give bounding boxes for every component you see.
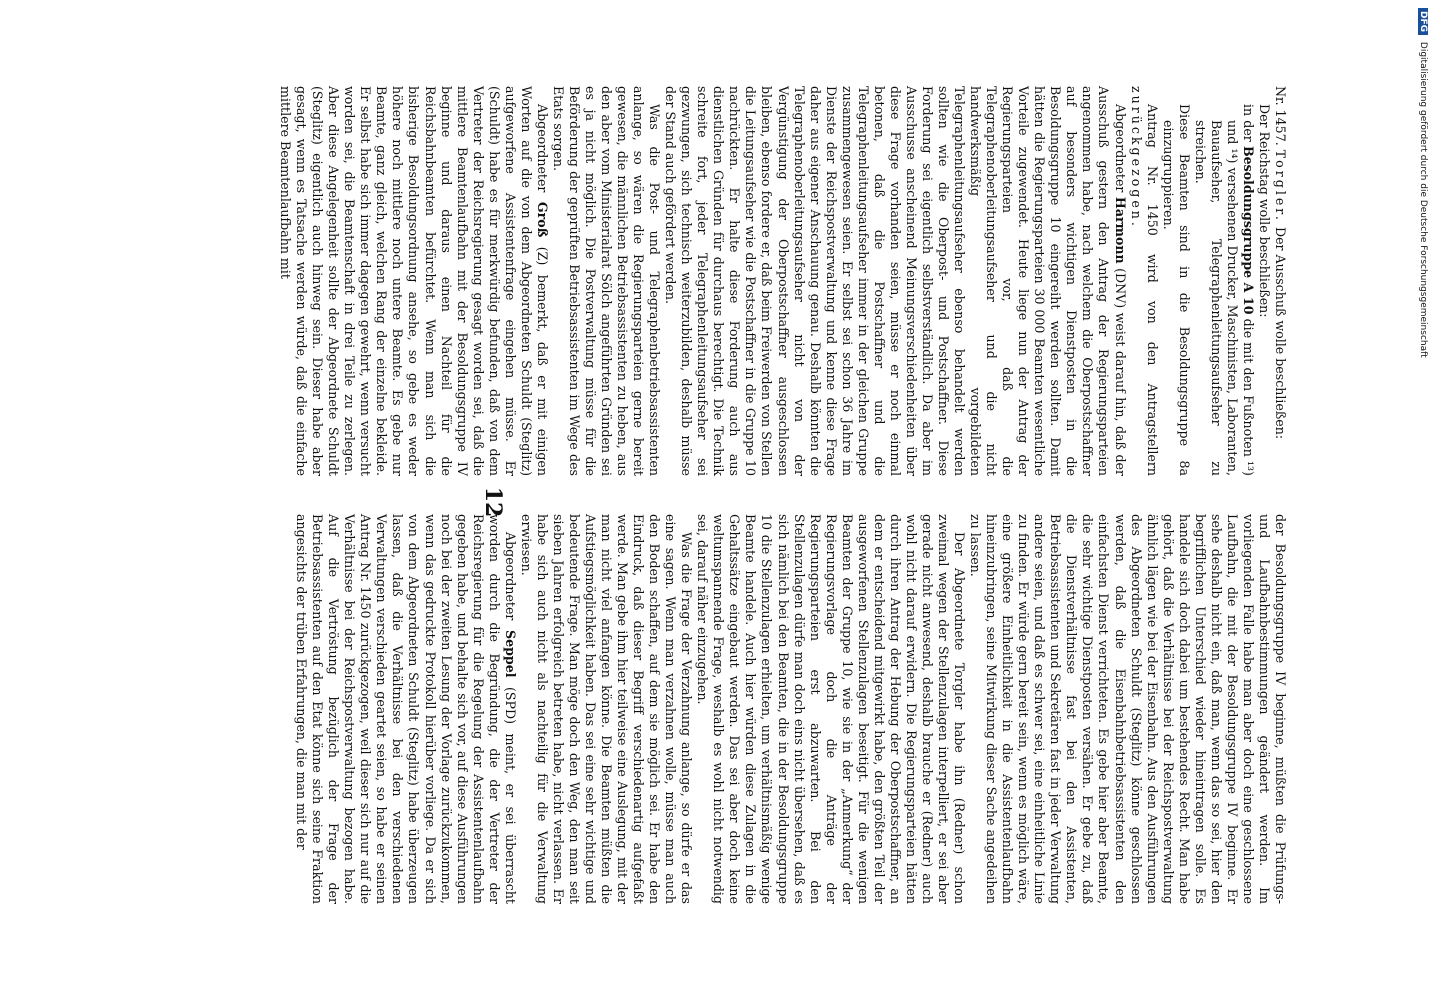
dfg-sidenote	[1412, 8, 1434, 998]
motion-heading	[1272, 86, 1288, 476]
paragraph-verzahnung: Was die Frage der Verzahnung anlange, so dürfe er das eine sagen. Wenn man verzahnen wolle, müsse man auch den Boden schaffen, auf dem sie möglich sei. Er habe den Eindruck, daß dieser Begriff verschiedenartig aufgefaßt werde. Man gebe ihm hier teilweise eine Auslegung, mit der man nicht viel anfangen könne. Die Beamten müßten die Aufstiegsmöglichkeit haben. Das sei eine sehr wichtige und bedeutende Frage. Man möge doch den Weg, den man seit sieben Jahren erfolgreich betreten habe, nicht verlassen. Er habe sich auch nicht als nachteilig für die Verwaltung erwiesen.	[518, 514, 695, 904]
speaker-name: Harmonn	[1112, 196, 1128, 264]
dfg-funding-note: Digitalisierung gefördert durch die Deutsche Forschungsgemeinschaft	[1418, 41, 1428, 358]
speech-harmonn: Abgeordneter Harmonn (DNV) weist darauf hin, daß der Ausschuß gestern den Antrag der Regierungsparteien angenommen habe, nach welchem die Oberpostschaffner auf besonders wichtigen Dienstposten in die Besoldungsgruppe 10 eingereiht werden sollten. Damit hätten die Regierungsparteien 30 000 Beamten wesentliche Vorteile zugewendet. Heute liege nun der Antrag der Regierungsparteien vor, daß die Telegraphenoberleitungsaufseher und die nicht handwerksmäßig vorgebildeten Telegraphenleitungsaufseher ebenso behandelt werden sollten wie die Oberpost- und Postschaffner. Diese Forderung sei eigentlich selbstverständlich. Da aber im Ausschusse anscheinend Meinungsverschiedenheiten über diese Frage vorhanden seien, müsse er noch einmal betonen, daß die Postschaffner und die Telegraphenleitungsaufseher immer in der gleichen Gruppe zusammengewesen seien. Er selbst sei schon 36 Jahre im Dienste der Reichspostverwaltung und kenne diese Frage daher aus eigener Anschauung genau. Deshalb könnten die Telegraphenoberleitungsaufseher nicht von der Vergünstigung der Oberpostschaffner ausgeschlossen bleiben, ebenso fordere er, daß beim Freiwerden von Stellen die Leitungsaufseher wie die Postschaffner in die Gruppe 10 nachrückten. Er halte diese Forderung auch aus dienstlichen Gründen für durchaus berechtigt. Die Technik schreite fort, jeder Telegraphenleitungsaufseher sei gezwungen, sich technisch weiterzubilden, deshalb müsse der Stand auch gefördert werden.	[663, 86, 1128, 476]
page-number: 12	[480, 486, 506, 518]
right-column	[293, 514, 1288, 904]
paragraph-continuation: der Besoldungsgruppe IV beginne, müßten die Prüfungs- und Laufbahnbestimmungen geändert werden. Im vorliegenden Falle habe man aber doch eine geschlossene Laufbahn, die mit der Besoldungsgruppe IV beginne. Er sehe deshalb nicht ein, daß man, wenn das so sei, hier den begrifflichen Unterschied wieder hineintragen solle. Es handele sich doch dabei um bestehendes Recht. Man habe gehört, daß die Verhältnisse bei der Reichspostverwaltung ähnlich lägen wie bei der Eisenbahn. Aus den Ausführungen des Abgeordneten Schuldt (Steglitz) könne geschlossen werden, daß die Eisenbahnbetriebsassistenten den einfachsten Dienst verrichteten. Es gebe hier aber Beamte, die sehr wichtige Dienstposten versähen. Er gebe zu, daß die Dienstverhältnisse fast bei den Assistenten, Betriebsassistenten und Sekretären fast in jeder Verwaltung andere seien, und daß es schwer sei, eine einheitliche Linie zu finden. Er würde gern bereit sein, wenn es möglich wäre, eine größere Einheitlichkeit in die Assistentenlaufbahn hineinzubringen, seine Mitwirkung dieser Sache angedeihen zu lassen.	[968, 514, 1288, 904]
left-column	[277, 86, 1288, 476]
motion-resolution: Der Reichstag wolle beschließen:	[1256, 104, 1272, 318]
dfg-logo: DFG	[1418, 8, 1428, 35]
paragraph-stellenzulagen: Der Abgeordnete Torgler habe ihn (Redner) schon zweimal wegen der Stellenzulagen interpelliert, er sei aber gerade nicht anwesend, deshalb brauche er (Redner) auch wohl nicht darauf erwidern. Die Regierungsparteien hätten durch ihren Antrag der Hebung der Oberpostschaffner, an dem er entscheidend mitgewirkt habe, den größten Teil der ausgeworfenen Stellenzulagen beseitigt. Für die wenigen Beamten der Gruppe 10, wie sie in der „Anmerkung“ der Regierungsvorlage doch die Anträge der Regierungsparteien erst abzuwarten. Bei den Stellenzulagen dürfe man doch eins nicht übersehen, daß es sich nämlich bei den Beamten, die in der Besoldungsgruppe 10 die Stellenzulagen erhielten, um verhältnismäßig wenige Beamte handele. Auch hier würden diese Zulagen in die Gehaltssätze eingebaut werden. Das sei aber doch keine weltumspannende Frage, weshalb es wohl nicht notwendig sei, darauf näher einzugehen.	[695, 514, 968, 904]
rotated-page-content	[88, 86, 1288, 906]
speech-seppel: Abgeordneter Seppel (SPD) meint, er sei überrascht worden durch die Begründung, die der Vertreter der Reichsregierung für die Regelung der Assistentenlaufbahn gegeben habe, und behalte sich vor, auf diese Ausführungen noch bei der zweiten Lesung der Vorlage zurückzukommen, wenn das gedruckte Protokoll hierüber vorliege. Da er sich von dem Abgeordneten Schuldt (Steglitz) habe überzeugen lassen, daß die Verhältnisse bei den verschiedenen Verwaltungen verschieden geartet seien, so habe er seinen Antrag Nr. 1450 zurückgezogen, weil dieser sich nur auf die Verhältnisse bei der Reichspostverwaltung bezogen habe. Auf die Vertröstung bezüglich der Frage der Betriebsassistenten auf den Etat könne sich seine Fraktion angesichts der trüben Erfahrungen, die man mit der	[294, 514, 518, 904]
motion-withdrawn: Antrag Nr. 1450 wird von den Antragstellern zurückgezogen.	[1128, 86, 1160, 476]
salary-group-ref: Besoldungsgruppe A 10	[1240, 145, 1256, 315]
motion-text: in der Besoldungsgruppe A 10 die mit den Fußnoten ¹³) und ¹⁴) versehenen Drucker, Maschinisten, Laboranten, Bauaufseher, Telegraphenleitungsaufseher zu streichen.	[1192, 104, 1256, 476]
speaker-name: Groß	[534, 201, 550, 238]
motion-author: Torgler.	[1273, 149, 1288, 223]
speech-gross: Abgeordneter Groß (Z) bemerkt, daß er mit einigen Worten auf die von dem Abgeordneten Schuldt (Steglitz) aufgeworfene Assistentenfrage eingehen müsse. Er (Schuldt) habe es für merkwürdig befunden, daß von dem Vertreter der Reichsregierung gesagt worden sei, daß die mittlere Beamtenlaufbahn mit der Besoldungsgruppe IV beginne und daraus einen Nachteil für die Reichsbahnbeamten befürchtet. Wenn man sich die bisherige Besoldungsordnung ansehe, so gebe es weder höhere noch mittlere noch untere Beamte. Es gebe nur Beamte, ganz gleich, welchen Rang der einzelne bekleide. Er selbst habe sich immer dagegen gewehrt, wenn versucht worden sei, die Beamtenschaft in drei Teile zu zerlegen. Aber diese Angelegenheit sollte der Abgeordnete Schuldt (Steglitz) eigentlich auch hinweg sein. Dieser habe aber gesagt, wenn es Tatsache werden würde, daß die einfache mittlere Beamtenlaufbahn mit	[278, 86, 550, 476]
motion-regrouping: Diese Beamten sind in die Besoldungsgruppe 8a einzugruppieren.	[1160, 104, 1192, 476]
paragraph-post-assistants: Was die Post- und Telegraphenbetriebsassistenten anlange, so wären die Regierungsparteien gerne bereit gewesen, die männlichen Betriebsassistenten zu heben, aus den aber vom Ministerialrat Sölch angeführten Gründen sei es ja nicht möglich. Die Postverwaltung müsse für die Beförderung der geprüften Betriebsassistenten im Wege des Etats sorgen.	[550, 86, 663, 476]
motion-intro: Der Ausschuß wolle beschließen:	[1273, 226, 1288, 440]
motion-number: Nr. 1457.	[1273, 86, 1288, 146]
speaker-name: Seppel	[502, 629, 518, 678]
